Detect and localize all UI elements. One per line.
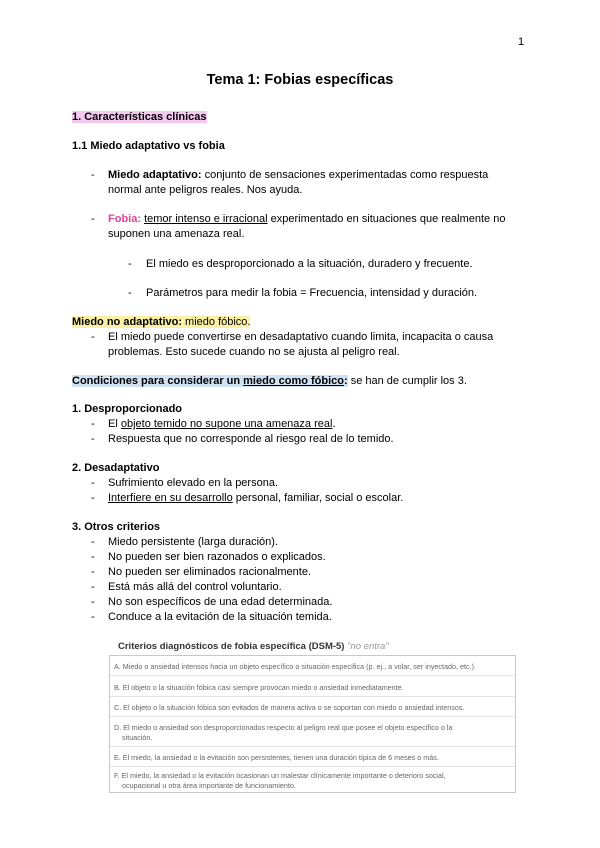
bullet-dash: - [91, 169, 95, 181]
sub-bullet: Parámetros para medir la fobia = Frecuencia, intensidad y duración. [146, 287, 478, 299]
term-label: Miedo no adaptativo: [72, 316, 182, 328]
row-divider [110, 746, 515, 747]
criteria-box-title [118, 641, 389, 652]
bullet-suffix: personal, familiar, social o escolar. [232, 492, 404, 504]
condiciones-colon: : [344, 375, 348, 387]
criterion-f: F. El miedo, la ansiedad o la evitación ocasionan un malestar clínicamente importante o deterioro social, [114, 771, 446, 780]
criterion-f-cont: ocupacional u otra área importante de funcionamiento. [122, 781, 296, 790]
bullet-underlined: Interfiere en su desarrollo [108, 492, 233, 504]
bullet-item: Está más allá del control voluntario. [108, 581, 282, 593]
term-text-cont: suponen una amenaza real. [108, 228, 245, 240]
bullet-dash: - [128, 287, 132, 299]
term-text-cont: normal ante peligros reales. Nos ayuda. [108, 184, 303, 196]
bullet-dash: - [91, 331, 95, 343]
bullet-fobia [108, 212, 528, 242]
criteria-box [109, 655, 516, 793]
bullet-dash: - [91, 492, 95, 504]
criterion-d: D. El miedo o ansiedad son desproporcionados respecto al peligro real que posee el objeto específico o la [114, 723, 453, 732]
bullet-item: Respuesta que no corresponde al riesgo real de lo temido. [108, 433, 394, 445]
criterion-d-cont: situación. [122, 733, 153, 742]
bullet-item [108, 417, 336, 432]
condiciones-prefix: Condiciones para considerar un [72, 375, 244, 387]
subsection-heading: 1.1 Miedo adaptativo vs fobia [72, 140, 225, 152]
section-heading-text: 1. Características clínicas [72, 111, 207, 123]
row-divider [110, 766, 515, 767]
term-text: experimentado en situaciones que realmente no [267, 213, 506, 225]
condiciones-suffix: se han de cumplir los 3. [347, 375, 467, 387]
bullet-prefix: El [108, 418, 121, 430]
bullet-item: No pueden ser bien razonados o explicados. [108, 551, 326, 563]
bullet-underlined: objeto temido no supone una amenaza real [120, 418, 333, 430]
row-divider [110, 675, 515, 676]
bullet-item: Sufrimiento elevado en la persona. [108, 477, 278, 489]
page-number: 1 [518, 36, 525, 48]
criterion-a: A. Miedo o ansiedad intensos hacia un objeto específico o situación específica (p. ej., a volar, ser inyectado, etc.). [114, 662, 476, 671]
bullet-item: Conduce a la evitación de la situación temida. [108, 611, 332, 623]
section-heading [72, 111, 207, 123]
bullet-miedo-adaptativo [108, 168, 528, 198]
bullet-line: El miedo puede convertirse en desadaptativo cuando limita, incapacita o causa [108, 331, 494, 343]
condiciones-underlined: miedo como fóbico [243, 375, 344, 387]
bullet-dash: - [91, 536, 95, 548]
bullet-dash: - [91, 581, 95, 593]
criteria-box-note: "no entra" [344, 641, 389, 652]
bullet-no-adaptativo [108, 330, 528, 360]
term-underlined: temor intenso e irracional [144, 213, 268, 225]
bullet-suffix: . [332, 418, 336, 430]
bullet-item [108, 491, 403, 506]
term-text: miedo fóbico. [182, 316, 251, 328]
bullet-dash: - [91, 611, 95, 623]
term-text: conjunto de sensaciones experimentadas como respuesta [201, 169, 489, 181]
criteria-box-title-text: Criterios diagnósticos de fobia específica (DSM-5) [118, 641, 345, 652]
bullet-dash: - [91, 477, 95, 489]
term-label: Miedo adaptativo: [108, 169, 202, 181]
row-divider [110, 696, 515, 697]
bullet-dash: - [91, 566, 95, 578]
criterion-heading: 3. Otros criterios [72, 521, 161, 533]
criterion-c: C. El objeto o la situación fóbica son evitados de manera activa o se soportan con miedo o ansiedad intensos. [114, 703, 465, 712]
sub-bullet: El miedo es desproporcionado a la situación, duradero y frecuente. [146, 258, 473, 270]
bullet-dash: - [128, 258, 132, 270]
bullet-dash: - [91, 596, 95, 608]
no-adaptativo-heading [72, 315, 250, 330]
criterion-heading: 2. Desadaptativo [72, 462, 160, 474]
criterion-b: B. El objeto o la situación fóbica casi siempre provocan miedo o ansiedad inmediatamente. [114, 683, 404, 692]
bullet-dash: - [91, 433, 95, 445]
bullet-item: No pueden ser eliminados racionalmente. [108, 566, 312, 578]
bullet-dash: - [91, 418, 95, 430]
bullet-dash: - [91, 551, 95, 563]
criterion-heading: 1. Desproporcionado [72, 403, 183, 415]
bullet-dash: - [91, 213, 95, 225]
row-divider [110, 716, 515, 717]
term-label: Fobia: [108, 213, 141, 225]
condiciones-line [72, 374, 467, 389]
bullet-item: Miedo persistente (larga duración). [108, 536, 278, 548]
bullet-item: No son específicos de una edad determinada. [108, 596, 333, 608]
page-title: Tema 1: Fobias específicas [206, 72, 394, 88]
bullet-line: problemas. Esto sucede cuando no se ajusta al peligro real. [108, 346, 400, 358]
criterion-e: E. El miedo, la ansiedad o la evitación son persistentes, tienen una duración típica de 6 meses o más. [114, 753, 439, 762]
